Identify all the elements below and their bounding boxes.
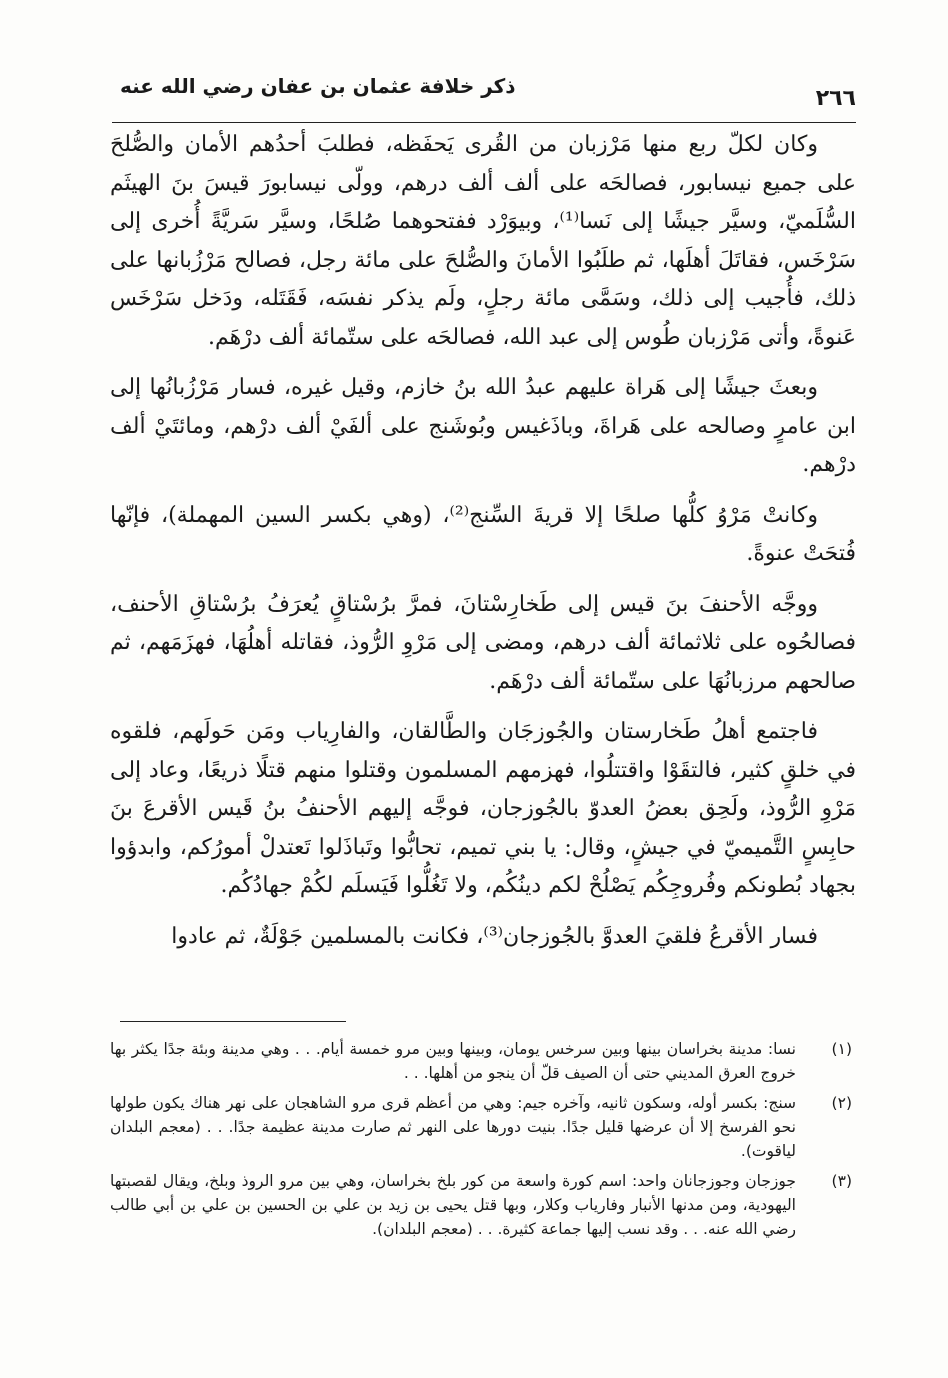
footnote	[110, 1091, 852, 1163]
footnote-text: سنج: بكسر أوله، وسكون ثانيه، وآخره جيم: وهي من أعظم قرى مرو الشاهجان على نهر هناك يكون طولها نحو الفرسخ إلا أن عرضها قليل جدًا. بنيت دورها على النهر ثم صارت مدينة عظيمة جدًا. . . (معجم البلدان لياقوت).	[110, 1094, 796, 1160]
footnote-number: (٢)	[831, 1094, 852, 1112]
page-number: ٢٦٦	[815, 86, 856, 111]
footnote-divider	[120, 1021, 346, 1022]
footnotes	[110, 1037, 852, 1247]
paragraph: وكانتْ مَرْوُ كلُّها صلحًا إلا قريةَ السِّنج⁽²⁾، (وهي بكسر السين المهملة)، فإنّها فُتحَتْ عنوةً.	[110, 502, 856, 566]
paragraph: وبعثَ جيشًا إلى هَراة عليهم عبدُ الله بنُ خازم، وقيل غيره، فسار مَرْزُبانُها إلى ابن عامرٍ وصالحه على هَراةَ، وباذَغيس وبُوشَنج على ألفَيْ ألف درْهم، ومائتَيْ ألف درْهم.	[110, 375, 856, 477]
paragraph: ووجَّه الأحنفَ بنَ قيس إلى طَخارِسْتانَ، فمرَّ برُسْتاقٍ يُعرَفُ برُسْتاقِ الأحنف، فصالحُوه على ثلاثمائة ألف درهم، ومضى إلى مَرْوِ الرُّوذ، فقاتله أهلُهَا، فهزَمَهم، ثم صالحهم مرزبانُهَا على ستّمائة ألف درْهَم.	[110, 591, 856, 694]
paragraph: فاجتمع أهلُ طَخارستان والجُوزجَان والطَّالقان، والفارِياب ومَن حَولَهم، فلقوه في خلقٍ كثير، فالتقَوْا واقتتلُوا، فهزمهم المسلمون وقتلوا منهم قتلًا ذريعًا، وعاد إلى مَرْوِ الرُّوذ، ولَحِق بعضُ العدوّ بالجُوزجان، فوجَّه إليهم الأحنفُ بنُ قَيس الأقرعَ بنَ حابِسٍ التَّميميّ في جيشٍ، وقال: يا بني تميم، تحابُّوا وتَباذَلوا تَعتدلْ أمورُكم، وابدؤوا بجهاد بُطونكم وفُروجِكُم يَصْلُحْ لكم دينُكُم، ولا تَغُلُّوا فَيَسلَم لكُمْ جهادُكُم.	[110, 719, 856, 898]
footnote	[110, 1169, 852, 1241]
footnote-number: (٣)	[831, 1172, 852, 1190]
footnote	[110, 1037, 852, 1085]
footnote-text: نسا: مدينة بخراسان بينها وبين سرخس يومان، وبينها وبين مرو خمسة أيام. . . وهي مدينة وبئة جدًا يكثر بها خروج العرق المديني حتى أن الصيف قلّ أن ينجو من أهلها. . .	[110, 1040, 796, 1082]
paragraph: وكان لكلّ ربع منها مَرْزبان من القُرى يَحفَظه، فطلبَ أحدُهم الأمان والصُّلحَ على جميع نيسابور، فصالحَه على ألف ألف درهم، وولّى نيسابورَ قيسَ بنَ الهيثَم السُّلَميّ، وسيَّر جيشًا إلى نَسا⁽¹⁾، وبيوَرْد ففتحوهما صُلحًا، وسيَّر سَريَّةً أُخرى إلى سَرْخَس، فقاتَلَ أهلَها، ثم طلَبُوا الأمانَ والصُّلحَ على مائة رجل، فصالح مَرْزُبانها على ذلك، فأُجيب إلى ذلك، وسَمَّى مائة رجلٍ، ولَم يذكر نفسَه، فَقَتَله، ودَخل سَرْخَس عَنوةً، وأتى مَرْزبان طُوس إلى عبد الله، فصالحَه على ستّمائة ألف درْهَم.	[110, 132, 856, 350]
footnote-text: جوزجان وجوزجانان واحد: اسم كورة واسعة من كور بلخ بخراسان، وهي بين مرو الروذ وبلخ، ويقال لقصبتها اليهودية، ومن مدنها الأنبار وفارياب وكلار، وبها قتل يحيى بن زيد بن علي بن الحسين بن علي بن أبي طالب رضي الله عنه. . . وقد نسب إليها جماعة كثيرة. . . (معجم البلدان).	[110, 1172, 796, 1238]
paragraph: فسار الأقرعُ فلقيَ العدوَّ بالجُوزجان⁽³⁾، فكانت بالمسلمين جَوْلَةٌ، ثم عادوا	[171, 923, 818, 949]
footnote-number: (١)	[831, 1040, 852, 1058]
main-text	[110, 126, 856, 968]
running-title: ذكر خلافة عثمان بن عفان رضي الله عنه	[120, 74, 516, 98]
page-header	[112, 72, 856, 123]
